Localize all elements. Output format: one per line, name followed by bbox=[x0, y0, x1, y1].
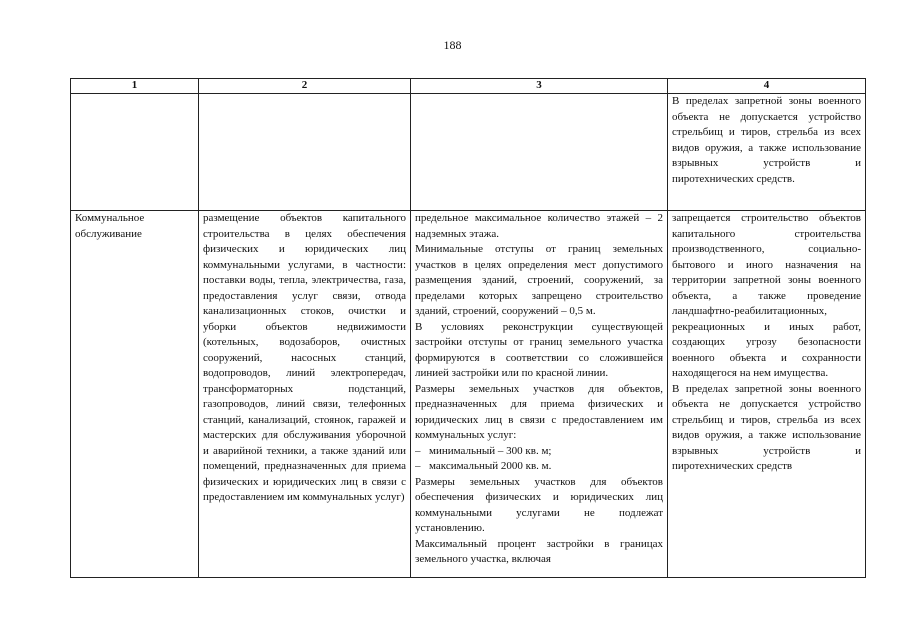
list-item bbox=[415, 459, 663, 475]
list-item-text: максимальный 2000 кв. м. bbox=[429, 460, 552, 472]
table-row bbox=[71, 94, 866, 211]
restrictions-paragraph: В пределах запретной зоны военного объекта не допускается устройство стрельбищ и тиров, стрельба из всех видов оружия, а также использование взрывных устройств и пиротехнических средств bbox=[672, 382, 861, 472]
table-cell-empty bbox=[411, 94, 668, 211]
parameters-paragraph: В условиях реконструкции существующей застройки отступы от границ земельного участка формируются в соответствии со сложившейся линией застройки или по красной линии. bbox=[415, 320, 663, 379]
parameters-paragraph: Размеры земельных участков для объектов обеспечения физических и юридических лиц коммунальными услугами не подлежат установлению. bbox=[415, 475, 663, 534]
table-cell-restrictions: В пределах запретной зоны военного объекта не допускается устройство стрельбищ и тиров, стрельба из всех видов оружия, а также использование взрывных устройств и пиротехнических средств. bbox=[668, 94, 866, 211]
column-header-1: 1 bbox=[71, 79, 199, 94]
table-cell-empty bbox=[71, 94, 199, 211]
column-header-3: 3 bbox=[411, 79, 668, 94]
list-dash: – bbox=[415, 460, 421, 472]
table-cell-description: размещение объектов капитального строительства в целях обеспечения физических и юридических лиц коммунальными услугами, в частности: поставки воды, тепла, электричества, газа, предоставления услуг связи, отвода канализационных стоков, очистки и уборки объектов недвижимости (котельных, водозаборов, очистных сооружений, насосных станций, водопроводов, линий электропередач, трансформаторных подстанций, газопроводов, линий связи, телефонных станций, канализаций, стоянок, гаражей и мастерских для обслуживания уборочной и аварийной техники, а также зданий или помещений, предназначенных для приема физических и юридических лиц в связи с предоставлением им коммунальных услуг) bbox=[199, 211, 411, 578]
table-cell-land-use-type: Коммунальное обслуживание bbox=[71, 211, 199, 578]
restrictions-paragraph: запрещается строительство объектов капитального строительства производственного, социально-бытового и иного назначения на территории запретной зоны военного объекта, а также проведение ландшафтно-реабилитационных, рекреационных и иных работ, создающих угрозу безопасности военного объекта и сохранности находящегося на нем имущества. bbox=[672, 212, 861, 379]
list-item-text: минимальный – 300 кв. м; bbox=[429, 444, 552, 457]
parameters-paragraph: предельное максимальное количество этажей – 2 надземных этажа. bbox=[415, 212, 663, 240]
table-row bbox=[71, 211, 866, 578]
zoning-regulations-table bbox=[70, 78, 866, 578]
column-header-2: 2 bbox=[199, 79, 411, 94]
column-header-4: 4 bbox=[668, 79, 866, 94]
page-number: 188 bbox=[443, 38, 462, 52]
parameters-paragraph: Минимальные отступы от границ земельных участков в целях определения мест допустимого размещения зданий, строений, сооружений, за пределами которых запрещено строительство зданий, строений, сооружений – 0,5 м. bbox=[415, 243, 663, 317]
table-header-row bbox=[71, 79, 866, 94]
parameters-paragraph: Максимальный процент застройки в границах земельного участка, включая bbox=[415, 537, 663, 565]
list-dash: – bbox=[415, 444, 421, 457]
table-cell-restrictions bbox=[668, 211, 866, 578]
list-item bbox=[415, 444, 663, 460]
table-cell-parameters bbox=[411, 211, 668, 578]
table-cell-empty bbox=[199, 94, 411, 211]
parameters-paragraph: Размеры земельных участков для объектов, предназначенных для приема физических и юридических лиц в связи с предоставлением им коммунальных услуг: bbox=[415, 382, 663, 441]
